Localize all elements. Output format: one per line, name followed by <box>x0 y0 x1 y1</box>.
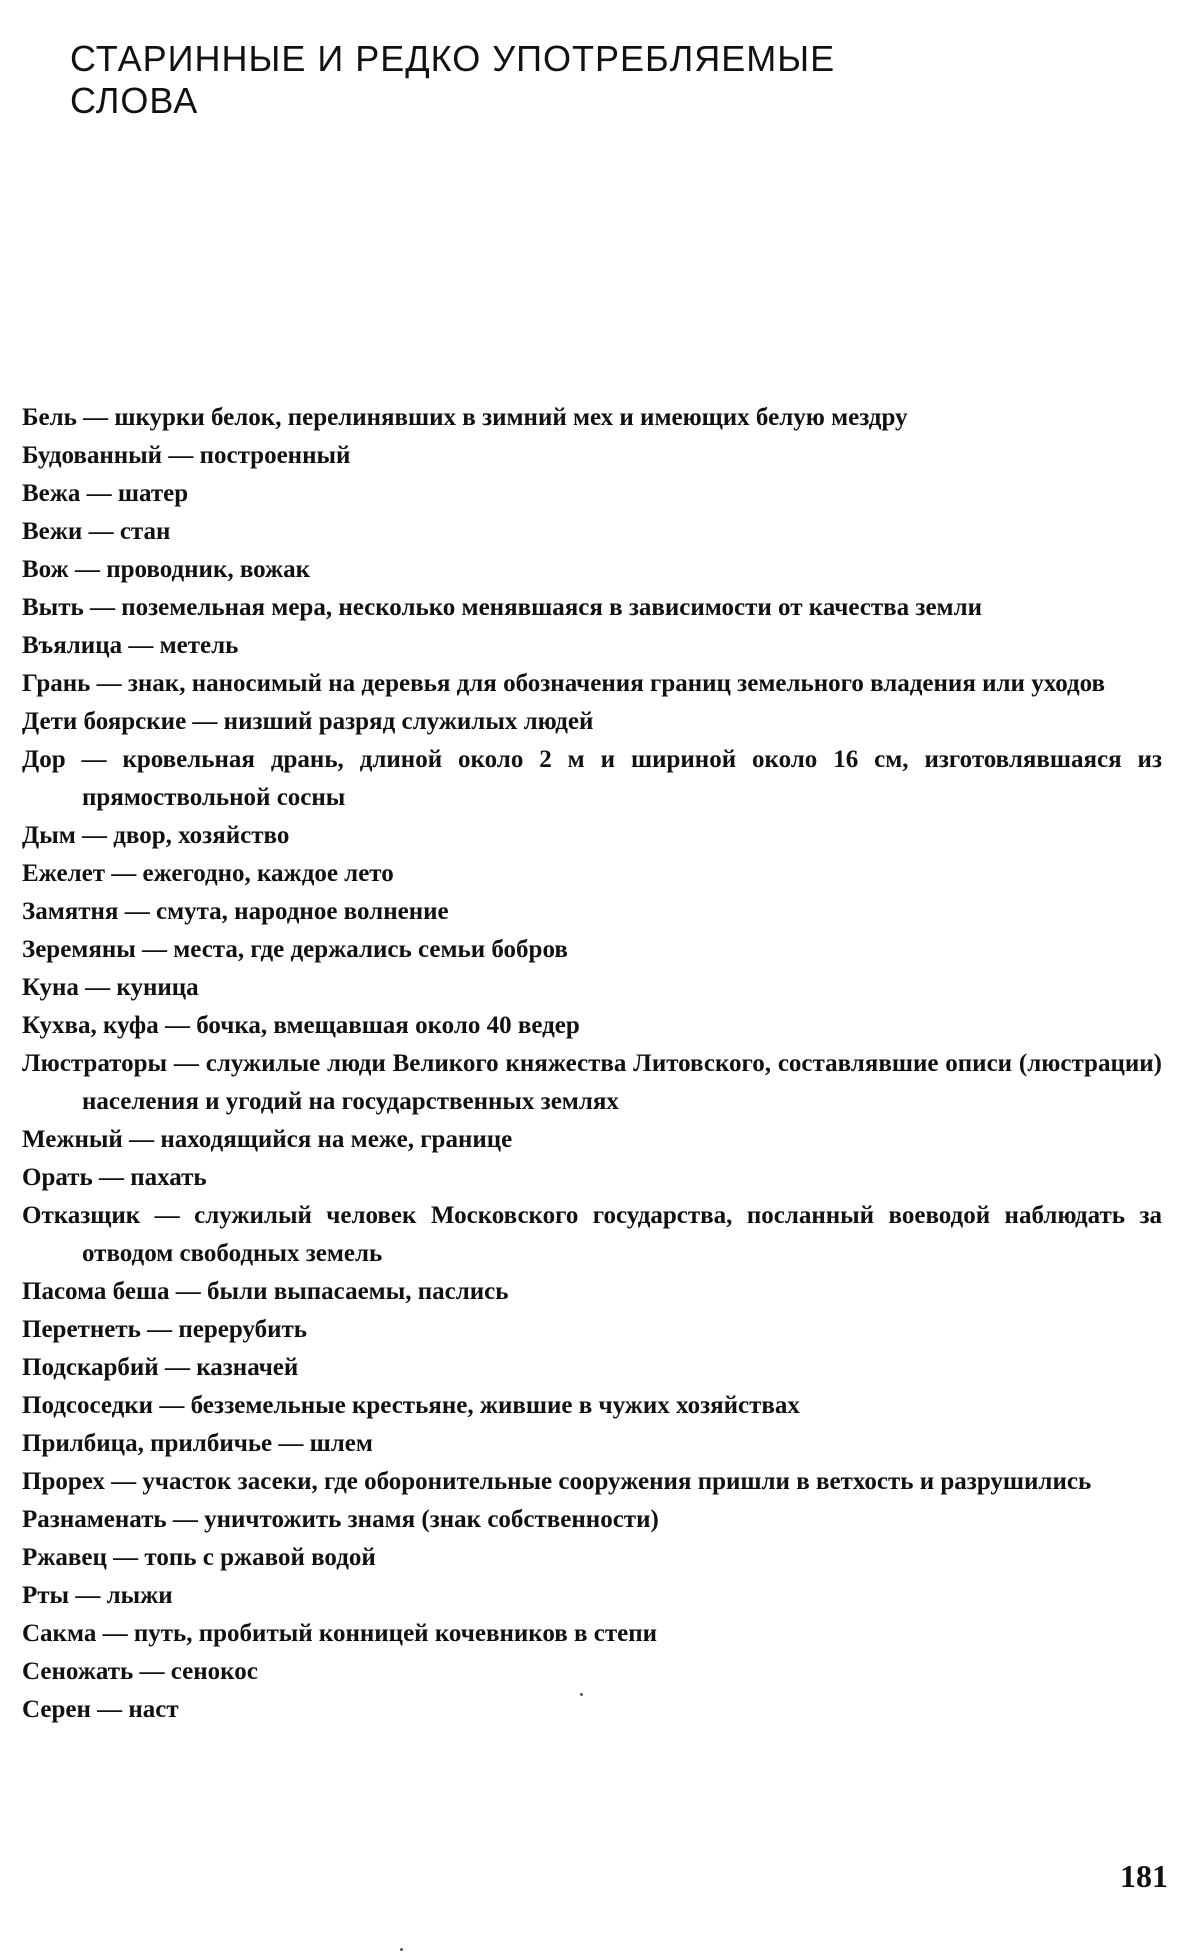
entry-definition: ежегодно, каждое лето <box>142 860 394 887</box>
entry-definition: места, где держались семьи бобров <box>173 936 568 963</box>
glossary-entry <box>22 1121 1162 1159</box>
glossary-entry <box>22 703 1162 741</box>
glossary-entry <box>22 969 1162 1007</box>
entry-definition: участок засеки, где оборонительные сооружения пришли в ветхость и разрушились <box>142 1468 1092 1495</box>
entry-term: Сакма <box>22 1620 97 1647</box>
entry-term: Прилбица, прилбичье <box>22 1430 273 1457</box>
entry-separator: — <box>153 1392 191 1419</box>
entry-definition: пахать <box>130 1164 207 1191</box>
entry-separator: — <box>78 974 117 1001</box>
entry-definition: проводник, вожак <box>106 556 311 583</box>
entry-separator: — <box>118 898 156 925</box>
glossary-entry <box>22 1425 1162 1463</box>
entry-term: Подскарбий <box>22 1354 159 1381</box>
glossary-entry <box>22 1577 1162 1615</box>
entry-separator: — <box>80 480 118 507</box>
entry-term: Межный <box>22 1126 123 1153</box>
entry-term: Перетнеть <box>22 1316 141 1343</box>
entry-term: Подсоседки <box>22 1392 154 1419</box>
entry-separator: — <box>169 1278 208 1305</box>
entry-definition: служилые люди Великого княжества Литовского, составлявшие описи (люстрации) населения и угодий на государственных землях <box>82 1050 1162 1115</box>
entry-term: Вежа <box>22 480 81 507</box>
entry-term: Зеремяны <box>22 936 136 963</box>
entry-separator: — <box>272 1430 310 1457</box>
entry-definition: метель <box>159 632 239 659</box>
entry-definition: кровельная дрань, длиной около 2 м и шириной около 16 см, изготовлявшаяся из прямоствольной сосны <box>82 746 1163 811</box>
entry-term: Рты <box>22 1582 70 1609</box>
entry-separator: — <box>83 594 122 621</box>
entry-separator: — <box>106 1544 145 1571</box>
entry-definition: смута, народное волнение <box>155 898 449 925</box>
entry-separator: — <box>104 1468 143 1495</box>
entry-term: Выть <box>22 594 84 621</box>
glossary-entry <box>22 1273 1162 1311</box>
entry-term: Въялица <box>22 632 123 659</box>
entry-separator: — <box>140 1202 195 1229</box>
entry-term: Дор <box>22 746 66 773</box>
entry-term: Серен <box>22 1696 91 1723</box>
entry-term: Будованный <box>22 442 163 469</box>
entry-separator: — <box>166 1506 205 1533</box>
glossary-entry <box>22 1653 1162 1691</box>
entry-term: Дым <box>22 822 76 849</box>
entry-separator: — <box>65 746 123 773</box>
entry-definition: наст <box>128 1696 179 1723</box>
entry-definition: стан <box>119 518 171 545</box>
glossary-entry <box>22 817 1162 855</box>
entry-definition: бочка, вмещавшая около 40 ведер <box>196 1012 580 1039</box>
glossary-entry <box>22 741 1162 817</box>
glossary-entry <box>22 665 1162 703</box>
title-line-2: СЛОВА <box>70 80 199 122</box>
glossary-entry <box>22 513 1162 551</box>
entry-term: Куна <box>22 974 79 1001</box>
entry-term: Вежи <box>22 518 83 545</box>
scan-speck <box>580 1693 583 1696</box>
entry-separator: — <box>82 518 120 545</box>
entry-separator: — <box>158 1354 197 1381</box>
entry-definition: лыжи <box>106 1582 173 1609</box>
glossary-entry <box>22 475 1162 513</box>
entry-separator: — <box>162 442 200 469</box>
entry-separator: — <box>68 556 107 583</box>
entry-definition: куница <box>116 974 199 1001</box>
entry-definition: уничтожить знамя (знак собственности) <box>204 1506 659 1533</box>
glossary-entry <box>22 1045 1162 1121</box>
entry-term: Разнаменать <box>22 1506 167 1533</box>
scan-speck <box>400 1948 403 1951</box>
entry-definition: служилый человек Московского государства, посланный воеводой наблюдать за отводом свободных земель <box>82 1202 1163 1267</box>
entry-separator: — <box>90 670 128 697</box>
entry-term: Люстраторы <box>22 1050 168 1077</box>
title-line-1: СТАРИННЫЕ И РЕДКО УПОТРЕБЛЯЕМЫЕ <box>70 38 836 80</box>
glossary-entry <box>22 1691 1162 1729</box>
entry-definition: шатер <box>117 480 189 507</box>
glossary-entry <box>22 551 1162 589</box>
entry-definition: построенный <box>199 442 351 469</box>
entry-separator: — <box>75 822 114 849</box>
entry-term: Кухва, куфа <box>22 1012 159 1039</box>
entry-definition: знак, наносимый на деревья для обозначения границ земельного владения или уходов <box>127 670 1106 697</box>
glossary-entry <box>22 1311 1162 1349</box>
glossary-entry <box>22 1463 1162 1501</box>
entry-separator: — <box>167 1050 206 1077</box>
entry-separator: — <box>186 708 224 735</box>
entry-term: Прорех <box>22 1468 105 1495</box>
entry-separator: — <box>92 1164 131 1191</box>
glossary-entry <box>22 893 1162 931</box>
entry-term: Грань <box>22 670 91 697</box>
entry-separator: — <box>140 1316 179 1343</box>
glossary-entry <box>22 855 1162 893</box>
entry-term: Сеножать <box>22 1658 134 1685</box>
entry-definition: казначей <box>196 1354 299 1381</box>
glossary-entry <box>22 437 1162 475</box>
glossary-entry <box>22 1159 1162 1197</box>
entry-separator: — <box>122 632 160 659</box>
entry-term: Вож <box>22 556 69 583</box>
entry-definition: низший разряд служилых людей <box>223 708 594 735</box>
entry-separator: — <box>104 860 143 887</box>
entry-definition: шлем <box>309 1430 373 1457</box>
entry-definition: безземельные крестьяне, жившие в чужих хозяйствах <box>190 1392 800 1419</box>
glossary-entry <box>22 1387 1162 1425</box>
entry-definition: двор, хозяйство <box>113 822 290 849</box>
entry-separator: — <box>158 1012 197 1039</box>
entry-separator: — <box>122 1126 161 1153</box>
entry-separator: — <box>133 1658 171 1685</box>
entry-separator: — <box>76 404 115 431</box>
glossary-entry <box>22 589 1162 627</box>
page-title <box>70 38 970 122</box>
entry-term: Пасома беша <box>22 1278 170 1305</box>
glossary-entry <box>22 1197 1162 1273</box>
entry-term: Дети боярские <box>22 708 187 735</box>
entry-definition: были выпасаемы, паслись <box>207 1278 509 1305</box>
entry-term: Бель <box>22 404 77 431</box>
entry-definition: перерубить <box>178 1316 307 1343</box>
entry-separator: — <box>96 1620 134 1647</box>
entry-term: Отказщик <box>22 1202 141 1229</box>
glossary-entry <box>22 399 1162 437</box>
entry-definition: поземельная мера, несколько менявшаяся в зависимости от качества земли <box>121 594 982 621</box>
entry-separator: — <box>69 1582 107 1609</box>
glossary-entry <box>22 1349 1162 1387</box>
entry-definition: шкурки белок, перелинявших в зимний мех и имеющих белую мездру <box>114 404 908 431</box>
page-number: 181 <box>1120 1858 1168 1894</box>
glossary-entry <box>22 931 1162 969</box>
entry-term: Орать <box>22 1164 93 1191</box>
entry-term: Замятня <box>22 898 119 925</box>
entry-separator: — <box>135 936 174 963</box>
glossary-entry <box>22 627 1162 665</box>
entry-definition: находящийся на меже, границе <box>160 1126 513 1153</box>
entry-term: Ржавец <box>22 1544 107 1571</box>
glossary-entry <box>22 1539 1162 1577</box>
entry-term: Ежелет <box>22 860 105 887</box>
entry-definition: сенокос <box>170 1658 258 1685</box>
glossary-entry <box>22 1615 1162 1653</box>
glossary-entry <box>22 1501 1162 1539</box>
entry-separator: — <box>90 1696 129 1723</box>
entry-definition: топь с ржавой водой <box>144 1544 376 1571</box>
entry-definition: путь, пробитый конницей кочевников в степи <box>133 1620 658 1647</box>
glossary-list <box>22 399 1162 1729</box>
glossary-entry <box>22 1007 1162 1045</box>
